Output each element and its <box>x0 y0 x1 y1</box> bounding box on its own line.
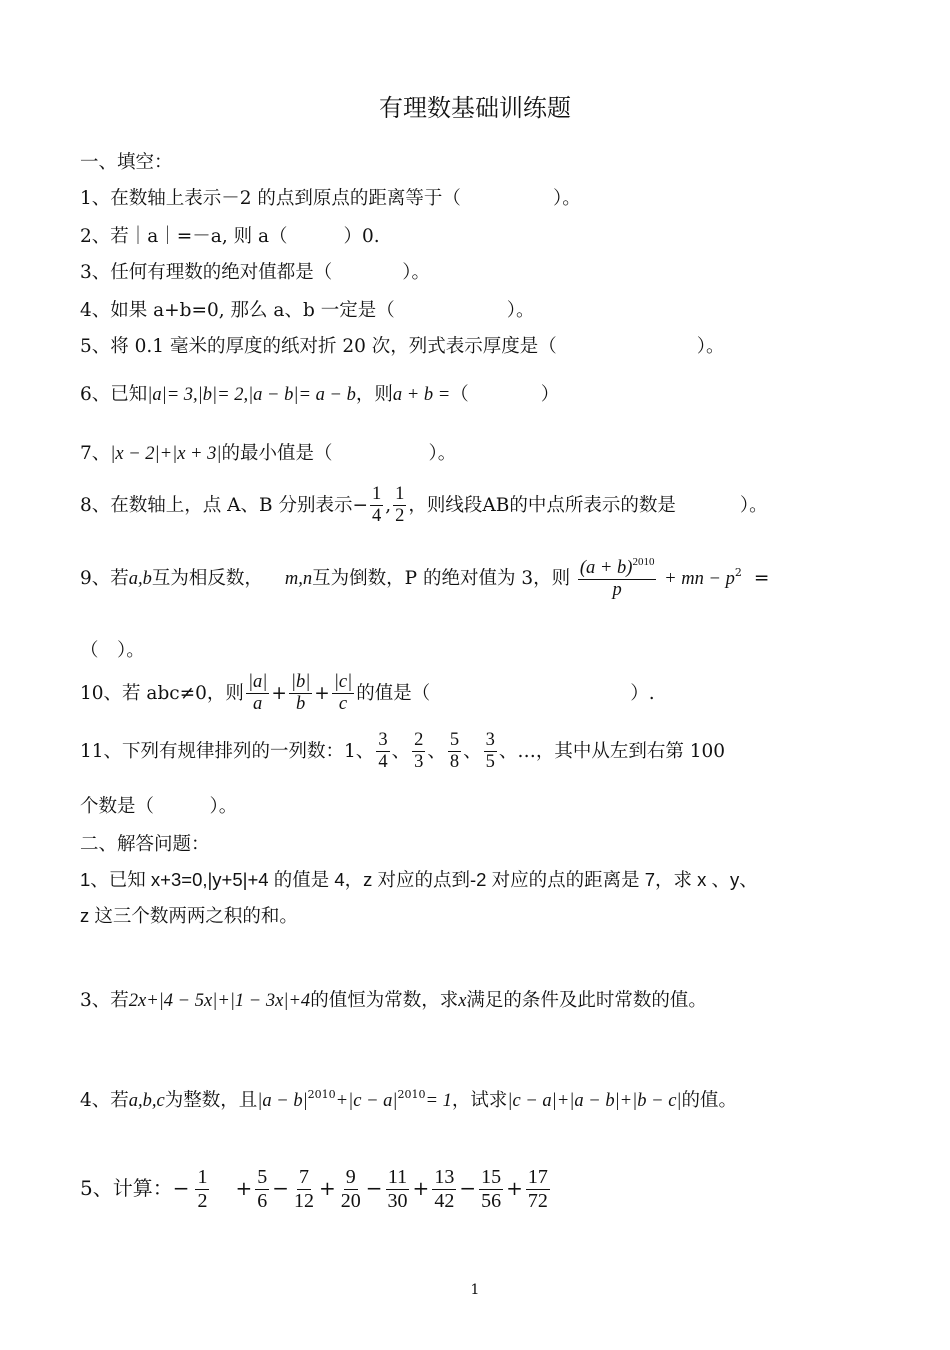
question-7: 7、|x − 2|+|x + 3|的最小值是（ ）。 <box>80 443 457 464</box>
question-8: 8、在数轴上，点 A、B 分别表示− $\frac{1}{4}$ , $\frac{1}{2}$ ，则线段AB的中点所表示的数是 ）。 <box>80 484 768 527</box>
fraction-5-8: $\frac{5}{8}$ <box>449 730 460 773</box>
fraction-abs-c: $\frac{|c|}{c}$ <box>333 672 353 715</box>
question-8-close: ）。 <box>739 494 768 516</box>
question-3 <box>80 258 430 284</box>
operator: + <box>412 1176 430 1200</box>
fraction-term: $\frac{13}{42}$ <box>434 1166 455 1212</box>
question-5 <box>80 332 725 358</box>
question-4 <box>80 296 534 322</box>
question-2 <box>80 222 380 248</box>
section-heading-fill-blank: 一、填空： <box>80 152 173 173</box>
question-7-expression: |x − 2|+|x + 3| <box>110 444 222 464</box>
question-1-close: ）。 <box>552 188 581 209</box>
question-6-condition: |a|= 3,|b|= 2,|a − b|= a − b <box>147 385 356 405</box>
operator: + <box>319 1176 336 1200</box>
fraction-3-4: $\frac{3}{4}$ <box>378 730 388 773</box>
question-6-text: 6、已知 <box>80 384 148 405</box>
fraction-term: $\frac{11}{30}$ <box>387 1166 408 1212</box>
fraction-3-5: $\frac{3}{5}$ <box>485 730 495 773</box>
power-fraction: $\frac{(a + b)^{2010}}{p}$ <box>579 556 655 601</box>
variables-m-n: m,n <box>284 568 313 589</box>
problem-5: 5、计算：− $\frac{1}{2}$ + $\frac{5}{6}$ − $\frac{7}{12}$ + $\frac{9}{20}$ − $\frac{11}{30}$ + $\frac{13}{42}$ − $\frac{15}{56}$ + $\frac{17}{72}$ <box>80 1166 553 1213</box>
question-9: 9、若a,b互为相反数， m,n互为倒数，P 的绝对值为 3，则 $\frac{(a + b)^{2010}}{p}$ + mn − $p^2$ = <box>80 556 770 601</box>
question-8-text-2: ，则线段AB的中点所表示的数是 <box>408 494 676 516</box>
page-title: 有理数基础训练题 <box>379 94 571 122</box>
question-1-text: 1、在数轴上表示－2 的点到原点的距离等于（ <box>80 188 461 209</box>
problem-4: 4、若a,b,c为整数，且$|a - b|^{2010}+|c - a|^{2010}= 1$，试求|c − a|+|a − b|+|b − c|的值。 <box>80 1088 738 1111</box>
fraction-term: $\frac{15}{56}$ <box>481 1166 502 1212</box>
question-10: 10、若 abc≠0，则 $\frac{|a|}{a}$ + $\frac{|b|}{b}$ + $\frac{|c|}{c}$ 的值是（ ）. <box>80 672 655 715</box>
problem-3: 3、若2x+|4 − 5x|+|1 − 3x|+4的值恒为常数，求x满足的条件及此时常数的值。 <box>80 990 707 1011</box>
question-6-open: （ <box>450 384 469 405</box>
question-6 <box>80 380 559 406</box>
question-4-close: ）。 <box>506 300 535 321</box>
page-number: 1 <box>470 1282 480 1298</box>
question-11: 11、下列有规律排列的一列数：1、 $\frac{3}{4}$ 、 $\frac{2}{3}$ 、 $\frac{5}{8}$ 、 $\frac{3}{5}$ 、…，其中从左到右第 100 <box>80 730 726 773</box>
fraction-abs-b: $\frac{|b|}{b}$ <box>290 672 311 715</box>
operator: − <box>459 1176 477 1200</box>
question-2-close: ）0. <box>343 226 380 247</box>
fraction-term: $\frac{1}{2}$ <box>197 1166 208 1212</box>
fraction-term: $\frac{17}{72}$ <box>527 1166 548 1212</box>
question-4-text: 4、如果 a+b=0, 那么 a、b 一定是（ <box>80 300 395 321</box>
question-6-target: a + b = <box>392 385 451 405</box>
problem-3-expression: 2x+|4 − 5x|+|1 − 3x|+4 <box>128 991 311 1011</box>
operator: − <box>365 1176 383 1200</box>
fraction-term: $\frac{5}{6}$ <box>257 1166 268 1212</box>
question-8-text: 8、在数轴上，点 A、B 分别表示− <box>80 494 368 516</box>
variables-a-b: a,b <box>128 568 152 589</box>
section-heading-problems: 二、解答问题： <box>80 834 210 855</box>
question-6-then: ，则 <box>355 384 393 405</box>
problem-1-line-2: z 这三个数两两之积的和。 <box>80 905 298 926</box>
question-5-close: ）。 <box>696 336 725 357</box>
problem-1-line-1: 1、已知 x+3=0,|y+5|+4 的值是 4，z 对应的点到-2 对应的点的距离是 7，求 x 、y、 <box>80 869 758 890</box>
question-7-close: ）。 <box>428 443 457 464</box>
fraction-one-half: $\frac{1}{2}$ <box>395 484 405 527</box>
question-9-tail: + mn − p <box>664 568 735 589</box>
question-5-text: 5、将 0.1 毫米的厚度的纸对折 20 次，列式表示厚度是（ <box>80 336 557 357</box>
operator: + <box>235 1176 253 1200</box>
question-2-text: 2、若｜a｜=－a, 则 a（ <box>80 226 288 247</box>
question-11-continuation: 个数是（ ）。 <box>80 796 238 817</box>
operator: − <box>272 1176 290 1200</box>
operator: + <box>506 1176 523 1200</box>
question-7-text: 的最小值是（ <box>221 443 333 464</box>
fraction-term: $\frac{7}{12}$ <box>294 1166 315 1212</box>
question-9-continuation: （ ）。 <box>80 640 145 661</box>
question-3-text: 3、任何有理数的绝对值都是（ <box>80 262 333 283</box>
fraction-term: $\frac{9}{20}$ <box>340 1166 361 1212</box>
fraction-abs-a: $\frac{|a|}{a}$ <box>247 672 268 715</box>
fraction-2-3: $\frac{2}{3}$ <box>414 730 424 773</box>
question-1 <box>80 184 581 210</box>
question-6-close: ） <box>540 384 560 405</box>
fraction-one-quarter: $\frac{1}{4}$ <box>372 484 382 527</box>
question-3-close: ）。 <box>402 262 431 283</box>
